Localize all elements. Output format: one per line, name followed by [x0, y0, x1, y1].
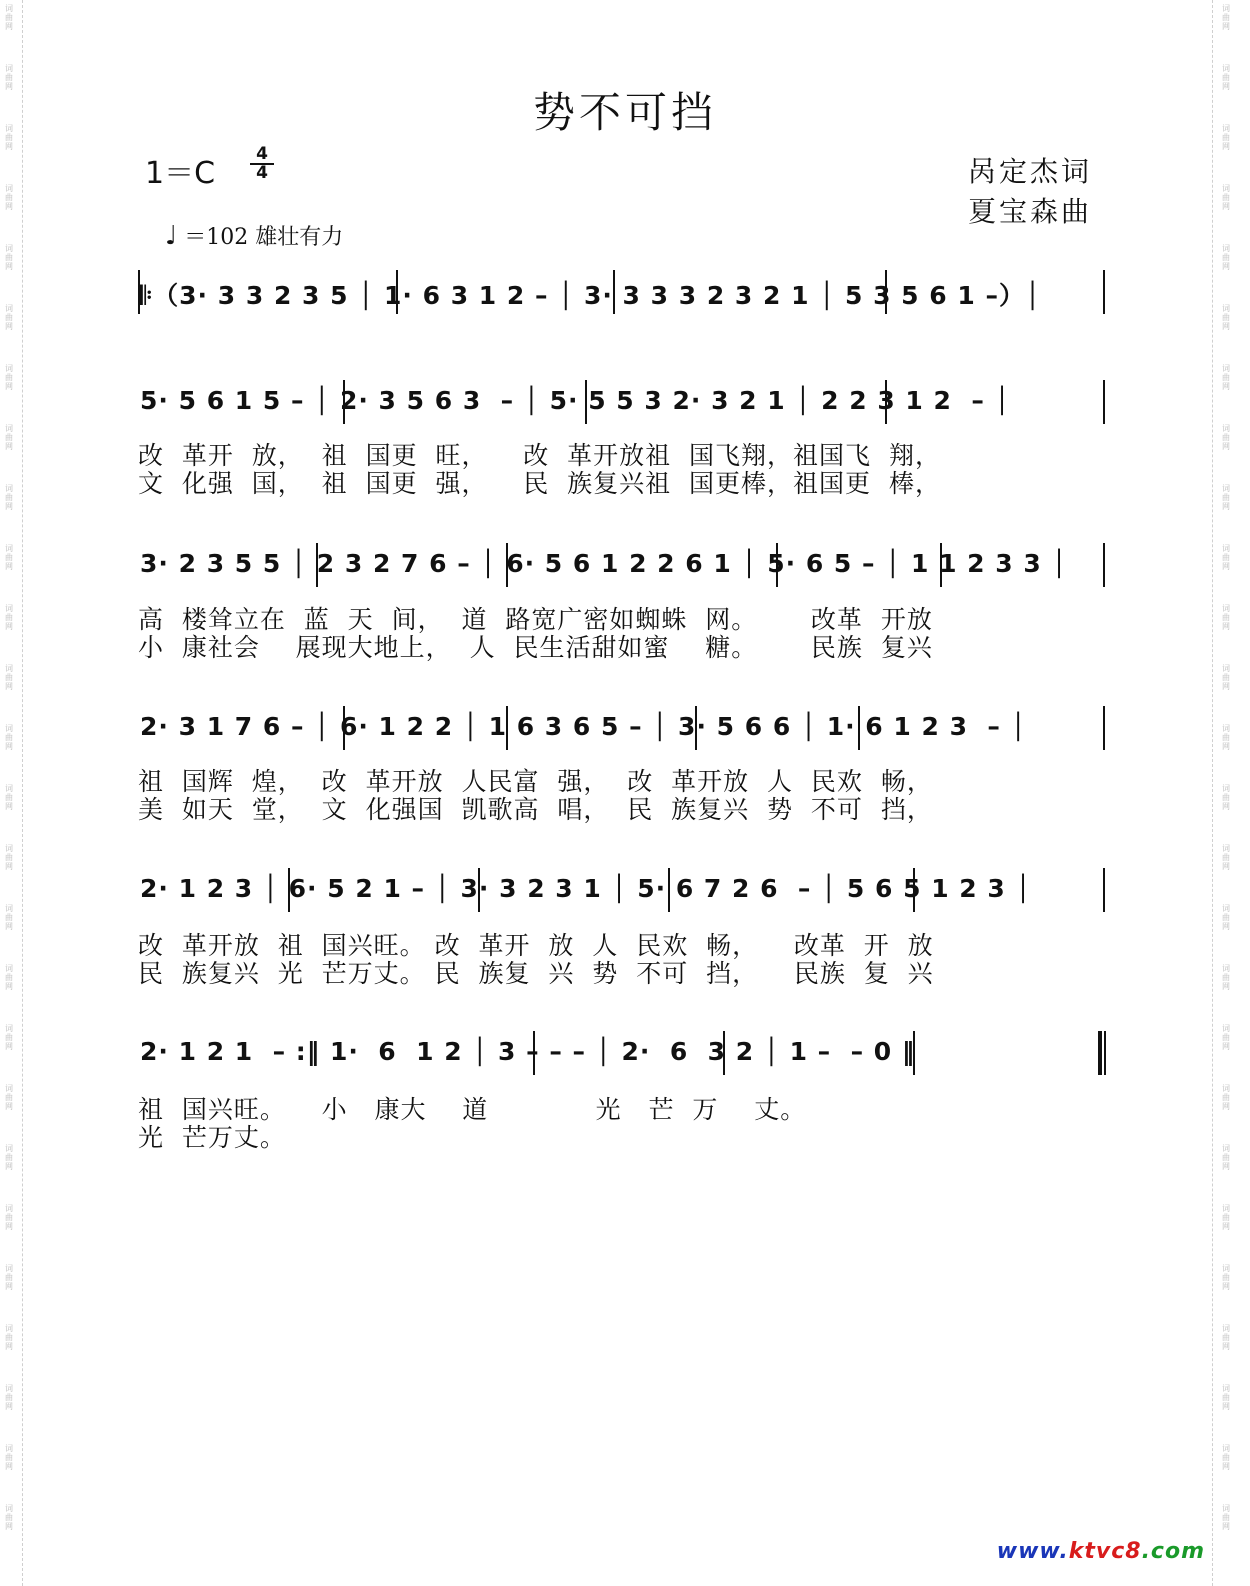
watermark-text: 词 曲 网 [5, 784, 13, 811]
watermark-text: 词 曲 网 [1222, 1144, 1230, 1171]
watermark-text: 词 曲 网 [1222, 4, 1230, 31]
watermark-text: 词 曲 网 [1222, 124, 1230, 151]
site-logo [997, 1539, 1205, 1564]
watermark-text: 词 曲 网 [1222, 904, 1230, 931]
watermark-text: 词 曲 网 [1222, 184, 1230, 211]
watermark-text: 词 曲 网 [1222, 1264, 1230, 1291]
watermark-text: 词 曲 网 [5, 244, 13, 271]
composer-credit: 夏宝森曲 [968, 195, 1093, 228]
lyrics-verse-1: 祖 国辉 煌， 改 革开放 人民富 强， 改 革开放 人 民欢 畅， [138, 767, 933, 796]
tempo-marking [165, 220, 343, 251]
lyrics-verse-2: 小 康社会 展现大地上， 人 民生活甜如蜜 糖。 民族 复兴 [138, 633, 933, 662]
watermark-text: 词 曲 网 [1222, 1444, 1230, 1471]
watermark-text: 词 曲 网 [1222, 1384, 1230, 1411]
watermark-text: 词 曲 网 [1222, 1504, 1230, 1531]
lyrics-verse-1: 高 楼耸立在 蓝 天 间， 道 路宽广密如蜘蛛 网。 改革 开放 [138, 605, 933, 634]
watermark-text: 词 曲 网 [5, 844, 13, 871]
song-title: 势不可挡 [532, 88, 717, 137]
watermark-text: 词 曲 网 [1222, 1204, 1230, 1231]
right-margin-line [1212, 0, 1214, 1586]
notation-line: 𝄆（3· 3 3 2 3 5 │ 1· 6 3 1 2 – │ 3· 3 3 3 2 3 2 1 │ 5 3 5 6 1 –）│ [140, 281, 1042, 310]
watermark-text: 词 曲 网 [1222, 1324, 1230, 1351]
watermark-text: 词 曲 网 [1222, 484, 1230, 511]
watermark-text: 词 曲 网 [1222, 964, 1230, 991]
quarter-note-icon: ♩ [165, 221, 178, 251]
watermark-text: 词 曲 网 [1222, 304, 1230, 331]
watermark-text: 词 曲 网 [5, 664, 13, 691]
watermark-text: 词 曲 网 [1222, 244, 1230, 271]
left-margin-line [22, 0, 24, 1586]
watermark-text: 词 曲 网 [1222, 844, 1230, 871]
watermark-text: 词 曲 网 [1222, 364, 1230, 391]
watermark-text: 词 曲 网 [5, 544, 13, 571]
watermark-text: 词 曲 网 [5, 904, 13, 931]
watermark-text: 词 曲 网 [1222, 784, 1230, 811]
logo-part-3: .com [1141, 1539, 1205, 1564]
watermark-text: 词 曲 网 [5, 184, 13, 211]
watermark-text: 词 曲 网 [1222, 424, 1230, 451]
watermark-text: 词 曲 网 [5, 724, 13, 751]
lyrics-verse-2: 美 如天 堂， 文 化强国 凯歌高 唱， 民 族复兴 势 不可 挡， [138, 795, 933, 824]
logo-part-2: ktvc8 [1068, 1539, 1142, 1564]
notation-line: 2· 1 2 1 – :‖ 1· 6 1 2 │ 3 – – – │ 2· 6 3 2 │ 1 – – 0 ‖ [140, 1037, 916, 1066]
watermark-text: 词 曲 网 [5, 4, 13, 31]
watermark-text: 词 曲 网 [5, 1384, 13, 1411]
watermark-text: 词 曲 网 [1222, 604, 1230, 631]
watermark-text: 词 曲 网 [1222, 1024, 1230, 1051]
watermark-text: 词 曲 网 [5, 484, 13, 511]
lyrics-verse-1: 祖 国兴旺。 小 康大 道 光 芒 万 丈。 [138, 1095, 807, 1124]
expression-text: 雄壮有力 [255, 225, 344, 250]
watermark-text: 词 曲 网 [5, 64, 13, 91]
watermark-text: 词 曲 网 [5, 1324, 13, 1351]
time-signature-top: 4 [256, 144, 268, 164]
notation-line: 2· 3 1 7 6 – │ 6· 1 2 2 │ 1 6 3 6 5 – │ 3· 5 6 6 │ 1· 6 1 2 3 – │ [140, 712, 1027, 741]
lyrics-verse-1: 改 革开 放， 祖 国更 旺， 改 革开放祖 国飞翔，祖国飞 翔， [138, 441, 941, 470]
watermark-text: 词 曲 网 [1222, 724, 1230, 751]
watermark-text: 词 曲 网 [5, 1204, 13, 1231]
watermark-text: 词 曲 网 [5, 604, 13, 631]
watermark-text: 词 曲 网 [1222, 1084, 1230, 1111]
watermark-text: 词 曲 网 [5, 1444, 13, 1471]
lyrics-verse-2: 文 化强 国， 祖 国更 强， 民 族复兴祖 国更棒，祖国更 棒， [138, 469, 941, 498]
watermark-text: 词 曲 网 [5, 964, 13, 991]
watermark-text: 词 曲 网 [5, 1144, 13, 1171]
watermark-text: 词 曲 网 [5, 424, 13, 451]
watermark-text: 词 曲 网 [1222, 544, 1230, 571]
watermark-text: 词 曲 网 [5, 124, 13, 151]
watermark-text: 词 曲 网 [5, 1084, 13, 1111]
tempo-value: ＝102 [184, 225, 249, 250]
watermark-text: 词 曲 网 [5, 364, 13, 391]
lyricist-credit: 呙定杰词 [968, 155, 1093, 188]
notation-line: 3· 2 3 5 5 │ 2 3 2 7 6 – │ 6· 5 6 1 2 2 6 1 │ 5· 6 5 – │ 1 1 2 3 3 │ [140, 549, 1068, 578]
notation-line: 2· 1 2 3 │ 6· 5 2 1 – │ 3· 3 2 3 1 │ 5· 6 7 2 6 – │ 5 6 5 1 2 3 │ [140, 874, 1032, 903]
time-signature [250, 146, 274, 182]
lyrics-verse-1: 改 革开放 祖 国兴旺。 改 革开 放 人 民欢 畅， 改革 开 放 [138, 931, 934, 960]
watermark-text: 词 曲 网 [5, 1024, 13, 1051]
watermark-text: 词 曲 网 [5, 304, 13, 331]
lyrics-verse-2: 民 族复兴 光 芒万丈。 民 族复 兴 势 不可 挡， 民族 复 兴 [138, 959, 934, 988]
lyrics-verse-2: 光 芒万丈。 [138, 1123, 286, 1152]
key-signature: 1＝C [145, 156, 216, 191]
watermark-text: 词 曲 网 [1222, 664, 1230, 691]
watermark-text: 词 曲 网 [5, 1264, 13, 1291]
notation-line: 5· 5 6 1 5 – │ 2· 3 5 6 3 – │ 5· 5 5 3 2· 3 2 1 │ 2 2 3 1 2 – │ [140, 386, 1011, 415]
logo-part-1: www. [996, 1539, 1069, 1564]
watermark-text: 词 曲 网 [5, 1504, 13, 1531]
time-signature-bottom: 4 [256, 163, 268, 183]
watermark-text: 词 曲 网 [1222, 64, 1230, 91]
